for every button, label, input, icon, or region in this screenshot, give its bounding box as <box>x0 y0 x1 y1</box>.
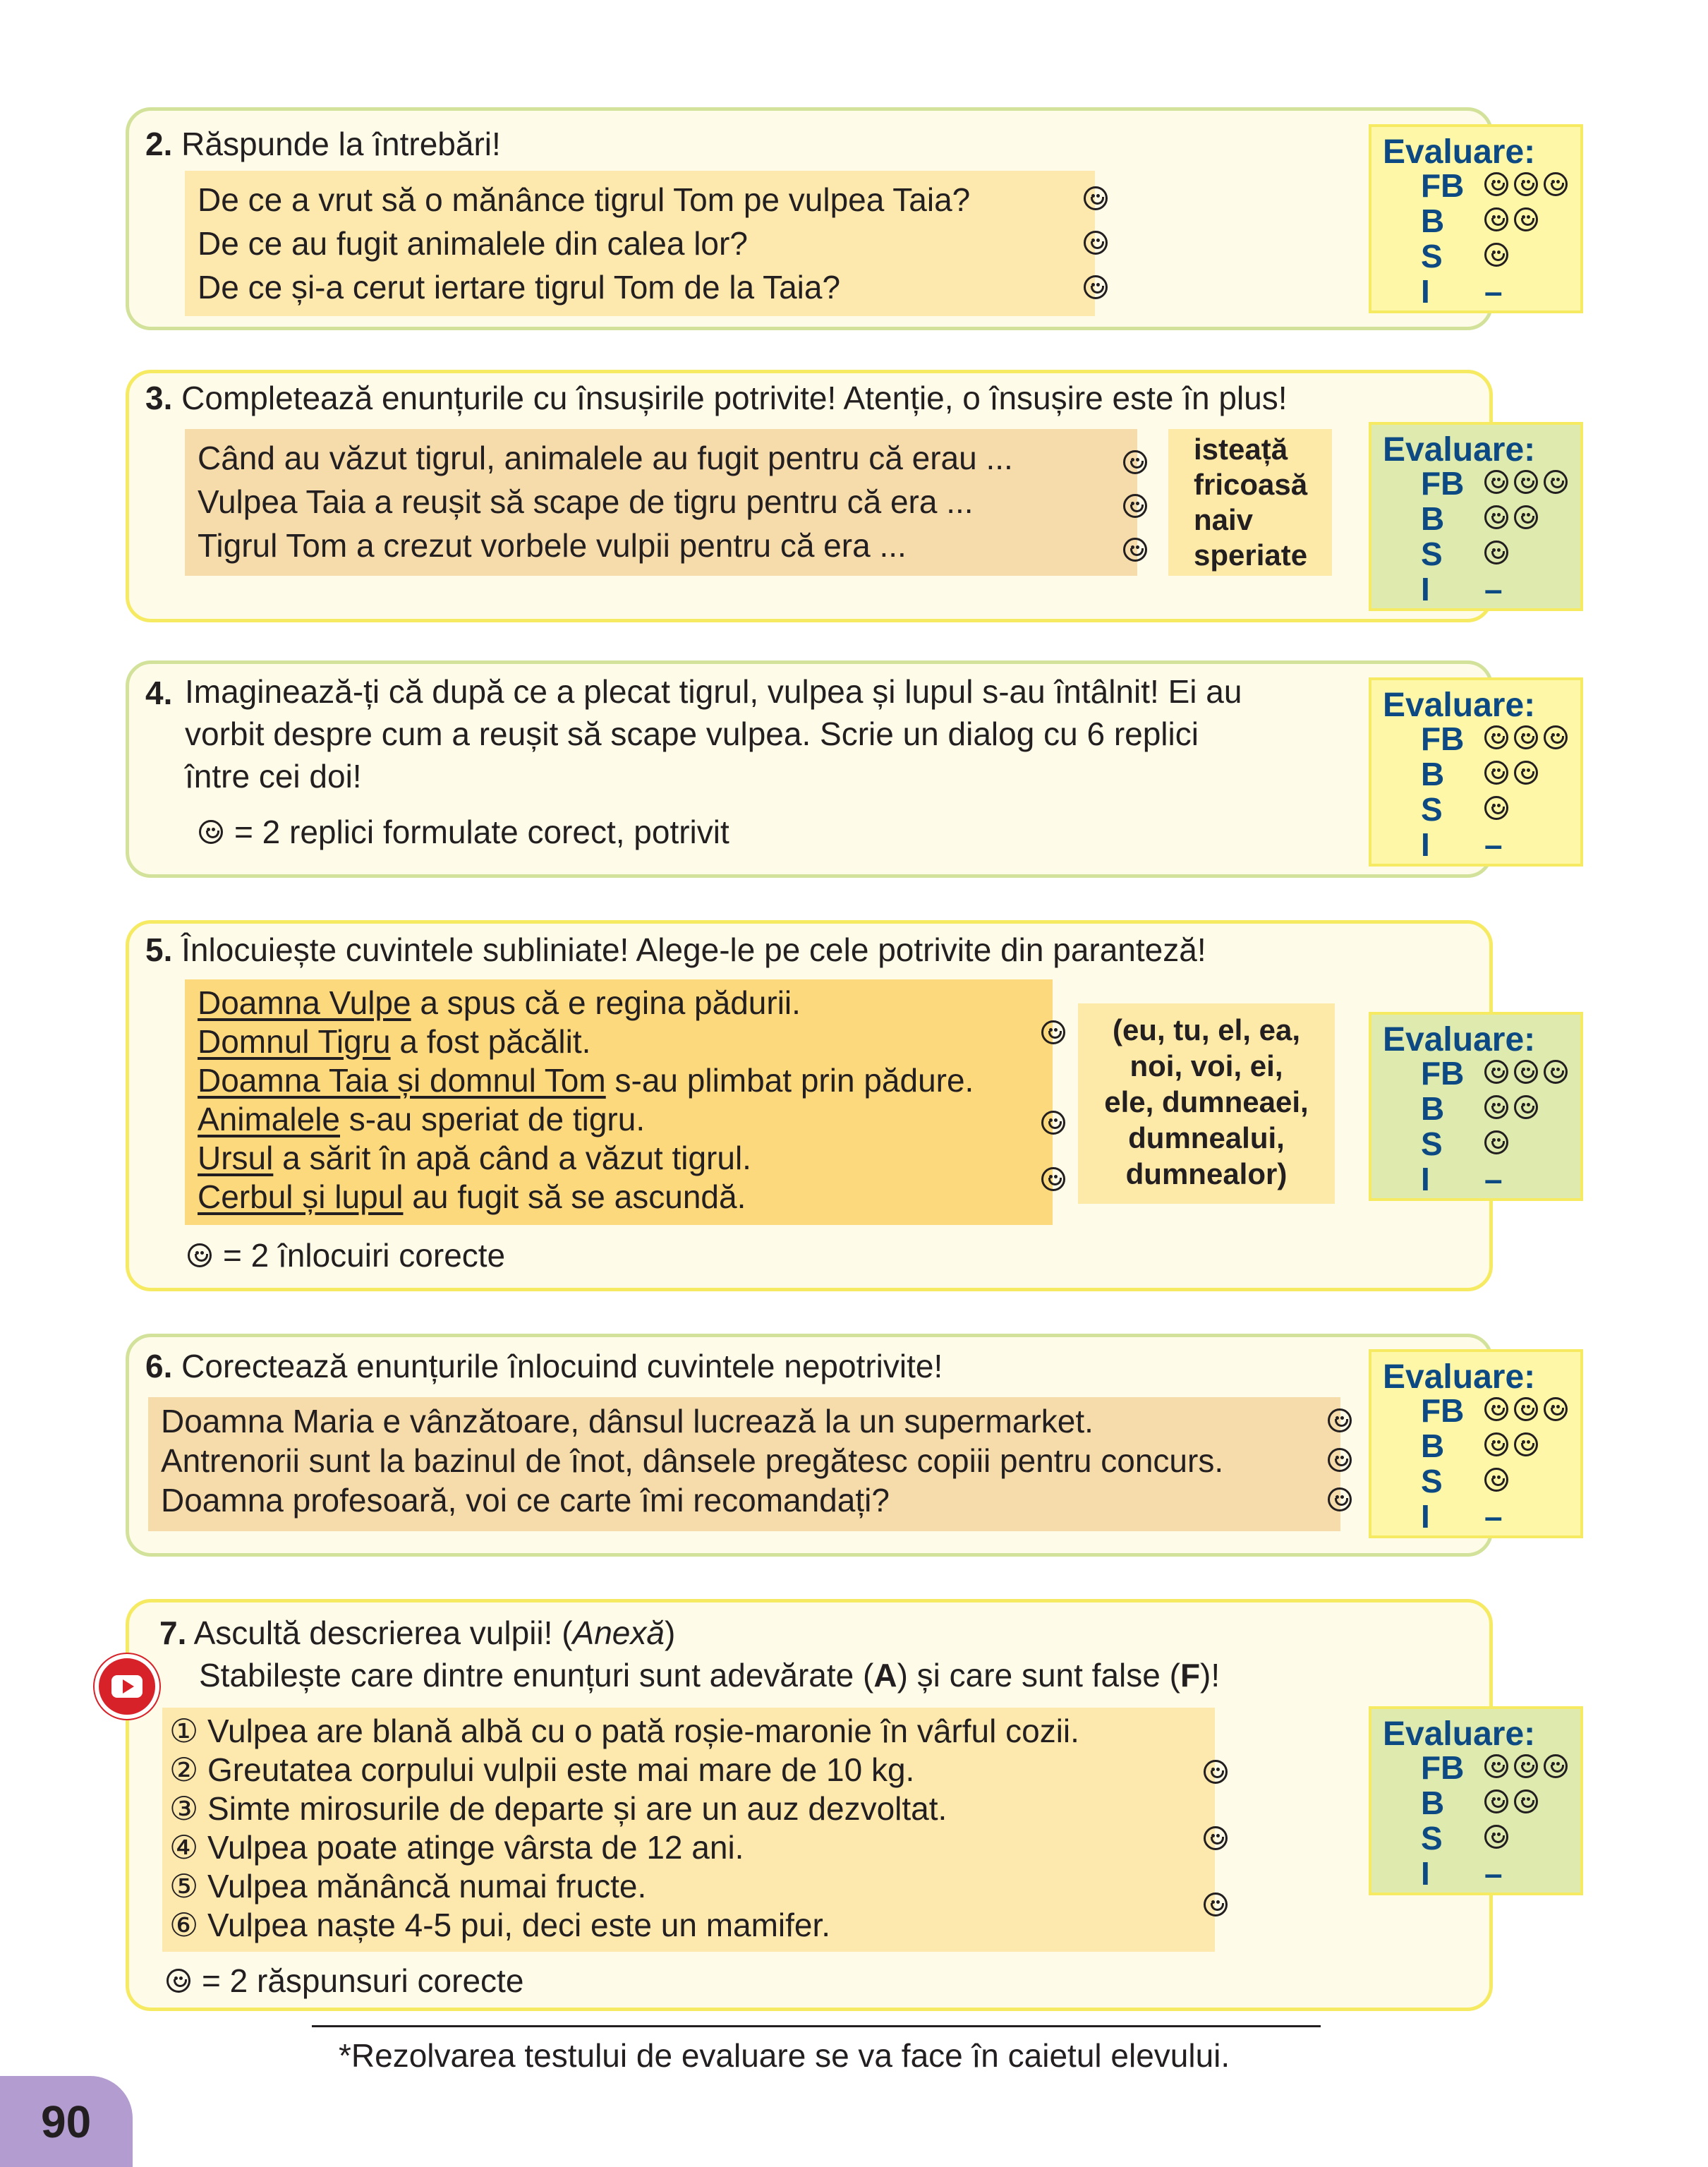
exercise-4-number: 4. <box>145 675 173 711</box>
smiley-icon <box>1328 1448 1352 1472</box>
smiley-icon <box>1544 1060 1568 1084</box>
smiley-icon <box>1514 1789 1538 1813</box>
smiley-icon <box>1084 186 1108 210</box>
exercise-3-instruction: 3. Completează enunțurile cu însușirile potrivite! Atenție, o însușire este în plus! <box>145 380 1288 416</box>
smiley-icon <box>1328 1487 1352 1511</box>
exercise-7-instruction-2: Stabilește care dintre enunțuri sunt adevărate (A) și care sunt false (F)! <box>199 1657 1221 1694</box>
smiley-icon <box>1484 1060 1508 1084</box>
smiley-icon <box>1514 761 1538 785</box>
smiley-icon <box>199 820 223 844</box>
smiley-icon <box>1514 470 1538 494</box>
exercise-4-note: = 2 replici formulate corect, potrivit <box>234 814 729 850</box>
smiley-icon <box>1204 1760 1228 1784</box>
smiley-icon <box>1484 761 1508 785</box>
smiley-icon <box>1544 725 1568 749</box>
exercise-5-pronoun-options: (eu, tu, el, ea, noi, voi, ei, ele, dumneaei, dumnealui, dumnealor) <box>1078 1003 1335 1204</box>
footnote: *Rezolvarea testului de evaluare se va face în caietul elevului. <box>339 2037 1230 2074</box>
evaluation-box-5: Evaluare: FB B S I – <box>1369 1012 1583 1201</box>
page-number-tab <box>0 2076 133 2167</box>
smiley-icon <box>1041 1167 1065 1191</box>
smiley-icon <box>1484 1397 1508 1421</box>
smiley-icon <box>1484 1754 1508 1778</box>
page-number: 90 <box>41 2096 92 2147</box>
exercise-7-instruction: 7. Ascultă descrierea vulpii! (Anexă) <box>159 1614 676 1651</box>
evaluation-box-2: Evaluare: FB B S I – <box>1369 124 1583 313</box>
smiley-icon <box>1544 1397 1568 1421</box>
exercise-7-note: = 2 răspunsuri corecte <box>202 1962 524 1999</box>
exercise-5-instruction: 5. Înlocuiește cuvintele subliniate! Alege-le pe cele potrivite din paranteză! <box>145 931 1206 968</box>
smiley-icon <box>1123 494 1147 518</box>
smiley-icon <box>1514 1060 1538 1084</box>
smiley-icon <box>1484 207 1508 231</box>
exercise-5-note: = 2 înlocuiri corecte <box>223 1237 506 1274</box>
smiley-icon <box>166 1969 190 1993</box>
smiley-icon <box>1204 1893 1228 1917</box>
smiley-icon <box>1514 1397 1538 1421</box>
smiley-icon <box>1484 1468 1508 1492</box>
evaluation-box-3: Evaluare: FB B S I – <box>1369 422 1583 611</box>
smiley-icon <box>1484 725 1508 749</box>
smiley-icon <box>1484 1130 1508 1154</box>
smiley-icon <box>1123 450 1147 474</box>
footnote-divider <box>312 2025 1321 2027</box>
smiley-icon <box>1204 1826 1228 1850</box>
smiley-icon <box>1041 1020 1065 1044</box>
smiley-icon <box>1328 1408 1352 1432</box>
smiley-icon <box>1544 172 1568 196</box>
smiley-icon <box>1084 275 1108 299</box>
smiley-icon <box>1041 1111 1065 1135</box>
exercise-7-statements: ① Vulpea are blană albă cu o pată roșie-maronie în vârful cozii. ② Greutatea corpului vulpii este mai mare de 10 kg. ③ Simte mirosurile de departe și are un auz dezvoltat. ④ Vulpea poate atinge vârsta de 12 ani. ⑤ Vulpea mănâncă numai fructe. ⑥ Vulpea naște 4-5 pui, deci este un mamifer. <box>162 1708 1215 1952</box>
smiley-icon <box>1514 1754 1538 1778</box>
evaluation-box-7: Evaluare: FB B S I – <box>1369 1706 1583 1895</box>
smiley-icon <box>1484 505 1508 529</box>
smiley-icon <box>1484 470 1508 494</box>
evaluation-box-6: Evaluare: FB B S I – <box>1369 1349 1583 1538</box>
smiley-icon <box>1514 505 1538 529</box>
smiley-icon <box>1514 207 1538 231</box>
smiley-icon <box>1514 1432 1538 1456</box>
smiley-icon <box>1484 541 1508 565</box>
exercise-3-options: isteață fricoasă naiv speriate <box>1168 429 1332 576</box>
exercise-6-instruction: 6. Corectează enunțurile înlocuind cuvintele nepotrivite! <box>145 1348 943 1384</box>
evaluation-box-4: Evaluare: FB B S I – <box>1369 677 1583 867</box>
exercise-2-questions: De ce a vrut să o mănânce tigrul Tom pe vulpea Taia? De ce au fugit animalele din calea lor? De ce și-a cerut iertare tigrul Tom de la Taia? <box>185 171 1095 316</box>
smiley-icon <box>1544 1754 1568 1778</box>
smiley-icon <box>1484 1789 1508 1813</box>
exercise-4-instruction: Imaginează-ți că după ce a plecat tigrul, vulpea și lupul s-au întâlnit! Ei au vorbit despre cum a reușit să scape vulpea. Scrie un dialog cu 6 replici între cei doi! <box>185 673 1242 795</box>
smiley-icon <box>1484 1825 1508 1849</box>
smiley-icon <box>1484 172 1508 196</box>
smiley-icon <box>1514 725 1538 749</box>
smiley-icon <box>1484 796 1508 820</box>
smiley-icon <box>1484 243 1508 267</box>
smiley-icon <box>1514 1095 1538 1119</box>
play-button-icon[interactable] <box>95 1654 159 1719</box>
smiley-icon <box>1514 172 1538 196</box>
exercise-6-sentences: Doamna Maria e vânzătoare, dânsul lucrează la un supermarket. Antrenorii sunt la bazinul de înot, dânsele pregătesc copiii pentru concurs. Doamna profesoară, voi ce carte îmi recomandați? <box>148 1397 1340 1531</box>
smiley-icon <box>188 1243 212 1267</box>
exercise-2-instruction: 2. Răspunde la întrebări! <box>145 126 501 162</box>
smiley-icon <box>1544 470 1568 494</box>
exercise-5-sentences: Doamna Vulpe a spus că e regina pădurii. Domnul Tigru a fost păcălit. Doamna Taia și domnul Tom s-au plimbat prin pădure. Animalele s-au speriat de tigru. Ursul a sărit în apă când a văzut tigrul. Cerbul și lupul au fugit să se ascundă. <box>185 979 1053 1225</box>
smiley-icon <box>1123 538 1147 562</box>
smiley-icon <box>1484 1095 1508 1119</box>
exercise-3-sentences: Când au văzut tigrul, animalele au fugit pentru că erau ... Vulpea Taia a reușit să scape de tigru pentru că era ... Tigrul Tom a crezut vorbele vulpii pentru că era ... <box>185 429 1137 576</box>
smiley-icon <box>1484 1432 1508 1456</box>
smiley-icon <box>1084 231 1108 255</box>
